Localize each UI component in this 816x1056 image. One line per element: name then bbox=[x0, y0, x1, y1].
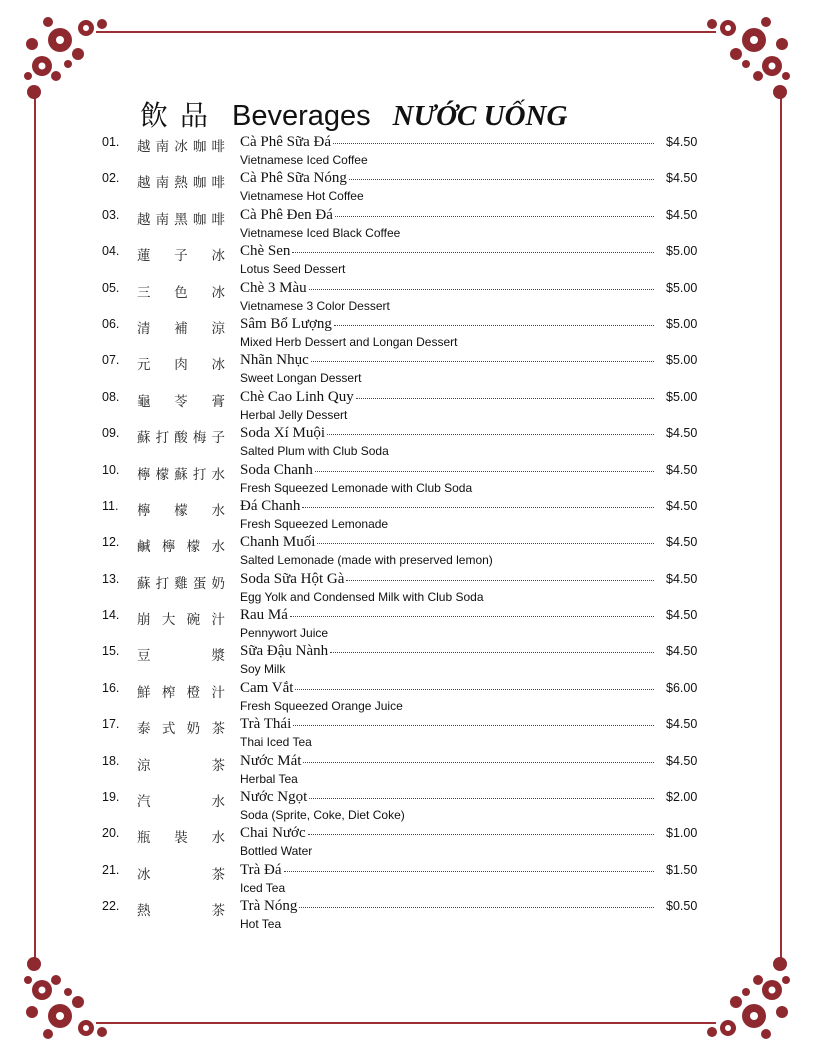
chinese-character: 裝 bbox=[174, 830, 188, 847]
menu-item bbox=[100, 243, 720, 279]
chinese-character: 龜 bbox=[137, 393, 151, 410]
item-name-line bbox=[240, 753, 654, 770]
chinese-character: 南 bbox=[155, 211, 170, 228]
item-name-line bbox=[240, 389, 654, 406]
chinese-character: 咖 bbox=[192, 139, 207, 155]
chinese-character: 南 bbox=[155, 175, 170, 192]
chinese-character: 涼 bbox=[211, 320, 225, 337]
menu-item bbox=[100, 134, 720, 170]
chinese-character: 奶 bbox=[211, 575, 225, 592]
item-vietnamese-name: Cam Vắt bbox=[240, 679, 294, 696]
item-name-line bbox=[240, 862, 654, 879]
item-vietnamese-name: Chè Sen bbox=[240, 243, 291, 260]
menu-item bbox=[100, 280, 720, 316]
chinese-character: 碗 bbox=[186, 612, 201, 629]
chinese-character: 子 bbox=[211, 430, 225, 447]
dot-leader bbox=[284, 871, 654, 872]
dot-leader bbox=[349, 179, 654, 180]
item-vietnamese-name: Rau Má bbox=[240, 607, 288, 624]
chinese-character: 三 bbox=[137, 284, 151, 301]
item-number: 07. bbox=[102, 353, 120, 368]
item-number: 19. bbox=[102, 790, 120, 805]
item-vietnamese-name: Sữa Đậu Nành bbox=[240, 643, 329, 660]
dot-leader bbox=[334, 325, 654, 326]
item-price: $4.50 bbox=[666, 753, 698, 768]
item-english-name: Sweet Longan Dessert bbox=[240, 371, 362, 386]
floral-ornament-top-left-icon bbox=[20, 14, 112, 106]
item-chinese-name bbox=[137, 208, 225, 228]
menu-item bbox=[100, 425, 720, 461]
menu-item bbox=[100, 534, 720, 570]
item-price: $4.50 bbox=[666, 207, 698, 222]
item-chinese-name bbox=[137, 390, 225, 410]
dot-leader bbox=[308, 834, 654, 835]
chinese-character: 越 bbox=[137, 211, 151, 228]
item-english-name: Vietnamese Hot Coffee bbox=[240, 189, 364, 204]
item-vietnamese-name: Đá Chanh bbox=[240, 497, 301, 514]
item-vietnamese-name: Chè Cao Linh Quy bbox=[240, 388, 354, 405]
chinese-character: 汁 bbox=[211, 612, 225, 629]
chinese-character: 雞 bbox=[174, 575, 188, 592]
item-number: 12. bbox=[102, 535, 120, 550]
item-english-name: Salted Lemonade (made with preserved lemon) bbox=[240, 553, 493, 568]
item-number: 08. bbox=[102, 389, 120, 404]
item-number: 05. bbox=[102, 280, 120, 295]
item-vietnamese-name: Nước Ngọt bbox=[240, 789, 308, 806]
dot-leader bbox=[295, 689, 654, 690]
dot-leader bbox=[330, 652, 654, 653]
item-name-line bbox=[240, 316, 654, 333]
chinese-character: 膏 bbox=[211, 393, 225, 410]
item-number: 11. bbox=[102, 498, 119, 513]
item-chinese-name bbox=[137, 171, 225, 191]
chinese-character: 打 bbox=[155, 430, 170, 447]
item-name-line bbox=[240, 280, 654, 297]
item-chinese-name bbox=[137, 426, 225, 446]
item-price: $4.50 bbox=[666, 717, 698, 732]
chinese-character: 鹹 bbox=[137, 539, 151, 556]
item-vietnamese-name: Trà Thái bbox=[240, 716, 292, 733]
item-chinese-name bbox=[137, 135, 225, 155]
chinese-character: 鮮 bbox=[137, 684, 151, 701]
item-chinese-name bbox=[137, 463, 225, 483]
item-english-name: Lotus Seed Dessert bbox=[240, 262, 346, 277]
item-vietnamese-name: Soda Chanh bbox=[240, 461, 313, 478]
chinese-character: 咖 bbox=[192, 175, 207, 192]
beverage-list bbox=[100, 134, 720, 935]
border-bottom bbox=[96, 1022, 716, 1024]
dot-leader bbox=[302, 507, 654, 508]
chinese-character: 啡 bbox=[211, 211, 225, 228]
menu-item bbox=[100, 753, 720, 789]
item-english-name: Pennywort Juice bbox=[240, 626, 329, 641]
item-number: 22. bbox=[102, 899, 120, 914]
dot-leader bbox=[292, 252, 654, 253]
item-vietnamese-name: Chanh Muối bbox=[240, 534, 316, 551]
item-chinese-name bbox=[137, 244, 225, 264]
chinese-character: 瓶 bbox=[137, 830, 151, 847]
chinese-character: 蛋 bbox=[192, 575, 207, 592]
item-chinese-name bbox=[137, 899, 225, 919]
item-price: $4.50 bbox=[666, 608, 698, 623]
item-chinese-name bbox=[137, 608, 225, 628]
item-vietnamese-name: Sâm Bổ Lượng bbox=[240, 315, 332, 332]
chinese-character: 茶 bbox=[211, 721, 225, 738]
chinese-character: 茶 bbox=[211, 866, 225, 883]
item-number: 13. bbox=[102, 571, 120, 586]
item-english-name: Herbal Tea bbox=[240, 771, 298, 786]
item-price: $4.50 bbox=[666, 498, 698, 513]
item-name-line bbox=[240, 571, 654, 588]
chinese-character: 奶 bbox=[186, 721, 201, 738]
item-vietnamese-name: Chè 3 Màu bbox=[240, 279, 307, 296]
item-chinese-name bbox=[137, 826, 225, 846]
menu-item bbox=[100, 898, 720, 934]
chinese-character: 冰 bbox=[137, 866, 151, 883]
item-price: $0.50 bbox=[666, 899, 698, 914]
chinese-character: 黑 bbox=[174, 211, 188, 228]
menu-item bbox=[100, 825, 720, 861]
item-price: $2.00 bbox=[666, 790, 698, 805]
item-name-line bbox=[240, 207, 654, 224]
chinese-character: 梅 bbox=[192, 430, 207, 447]
chinese-character: 水 bbox=[211, 539, 225, 556]
item-english-name: Herbal Jelly Dessert bbox=[240, 407, 348, 422]
chinese-character: 冰 bbox=[211, 248, 225, 265]
menu-item bbox=[100, 316, 720, 352]
item-name-line bbox=[240, 352, 654, 369]
menu-item bbox=[100, 389, 720, 425]
item-number: 03. bbox=[102, 207, 120, 222]
chinese-character: 啡 bbox=[211, 139, 225, 155]
item-name-line bbox=[240, 716, 654, 733]
item-english-name: Hot Tea bbox=[240, 917, 282, 932]
item-vietnamese-name: Soda Xí Muội bbox=[240, 425, 326, 442]
chinese-character: 汽 bbox=[137, 794, 151, 811]
item-english-name: Vietnamese 3 Color Dessert bbox=[240, 298, 390, 313]
chinese-character: 越 bbox=[137, 139, 151, 155]
dot-leader bbox=[293, 725, 654, 726]
chinese-character: 子 bbox=[174, 248, 188, 265]
item-price: $1.00 bbox=[666, 826, 698, 841]
border-top bbox=[96, 31, 716, 33]
chinese-character: 檸 bbox=[161, 539, 176, 556]
menu-item bbox=[100, 643, 720, 679]
item-price: $5.00 bbox=[666, 316, 698, 331]
menu-item bbox=[100, 607, 720, 643]
border-right bbox=[780, 96, 782, 960]
chinese-character: 打 bbox=[155, 575, 170, 592]
item-name-line bbox=[240, 898, 654, 915]
dot-leader bbox=[309, 798, 654, 799]
item-vietnamese-name: Trà Đá bbox=[240, 861, 282, 878]
chinese-character: 清 bbox=[137, 320, 151, 337]
menu-item bbox=[100, 462, 720, 498]
item-price: $6.00 bbox=[666, 680, 698, 695]
item-chinese-name bbox=[137, 644, 225, 664]
chinese-character: 式 bbox=[161, 721, 176, 738]
item-vietnamese-name: Trà Nóng bbox=[240, 898, 298, 915]
item-english-name: Bottled Water bbox=[240, 844, 313, 859]
chinese-character: 茶 bbox=[211, 757, 225, 774]
item-number: 09. bbox=[102, 426, 120, 441]
chinese-character: 檬 bbox=[155, 466, 170, 483]
item-number: 18. bbox=[102, 753, 120, 768]
chinese-character: 啡 bbox=[211, 175, 225, 192]
chinese-character: 水 bbox=[211, 830, 225, 847]
item-price: $4.50 bbox=[666, 426, 698, 441]
item-price: $4.50 bbox=[666, 171, 698, 186]
item-chinese-name bbox=[137, 535, 225, 555]
chinese-character: 榨 bbox=[161, 684, 176, 701]
item-chinese-name bbox=[137, 281, 225, 301]
item-price: $5.00 bbox=[666, 389, 698, 404]
chinese-character: 檬 bbox=[186, 539, 201, 556]
chinese-character: 涼 bbox=[137, 757, 151, 774]
title-english: Beverages bbox=[232, 100, 371, 132]
chinese-character: 打 bbox=[192, 466, 207, 483]
item-name-line bbox=[240, 134, 654, 151]
item-name-line bbox=[240, 680, 654, 697]
menu-item bbox=[100, 862, 720, 898]
chinese-character: 水 bbox=[211, 502, 225, 519]
chinese-character: 大 bbox=[161, 612, 176, 629]
chinese-character: 冰 bbox=[174, 139, 188, 155]
chinese-character: 檸 bbox=[137, 502, 151, 519]
border-left bbox=[34, 96, 36, 960]
item-english-name: Egg Yolk and Condensed Milk with Club Soda bbox=[240, 589, 484, 604]
page-title bbox=[140, 94, 567, 134]
item-price: $4.50 bbox=[666, 644, 698, 659]
menu-item bbox=[100, 789, 720, 825]
dot-leader bbox=[346, 580, 654, 581]
item-price: $5.00 bbox=[666, 244, 698, 259]
item-chinese-name bbox=[137, 790, 225, 810]
item-number: 10. bbox=[102, 462, 120, 477]
chinese-character: 酸 bbox=[174, 430, 188, 447]
chinese-character: 冰 bbox=[211, 357, 225, 374]
item-chinese-name bbox=[137, 353, 225, 373]
dot-leader bbox=[311, 361, 654, 362]
chinese-character: 南 bbox=[155, 139, 170, 155]
chinese-character: 元 bbox=[137, 357, 151, 374]
chinese-character: 熱 bbox=[174, 175, 188, 192]
chinese-character: 崩 bbox=[137, 612, 151, 629]
dot-leader bbox=[317, 543, 654, 544]
item-number: 02. bbox=[102, 171, 120, 186]
item-price: $4.50 bbox=[666, 462, 698, 477]
item-number: 06. bbox=[102, 316, 120, 331]
chinese-character: 檸 bbox=[137, 466, 151, 483]
chinese-character: 豆 bbox=[137, 648, 151, 665]
item-vietnamese-name: Cà Phê Đen Đá bbox=[240, 206, 333, 223]
dot-leader bbox=[303, 762, 654, 763]
chinese-character: 汁 bbox=[211, 684, 225, 701]
dot-leader bbox=[290, 616, 654, 617]
chinese-character: 肉 bbox=[174, 357, 188, 374]
item-number: 20. bbox=[102, 826, 120, 841]
item-name-line bbox=[240, 462, 654, 479]
item-chinese-name bbox=[137, 863, 225, 883]
item-name-line bbox=[240, 243, 654, 260]
item-number: 17. bbox=[102, 717, 120, 732]
chinese-character: 熱 bbox=[137, 903, 151, 920]
chinese-character: 補 bbox=[174, 320, 188, 337]
menu-item bbox=[100, 170, 720, 206]
item-vietnamese-name: Soda Sữa Hột Gà bbox=[240, 570, 345, 587]
item-vietnamese-name: Nước Mát bbox=[240, 752, 302, 769]
item-name-line bbox=[240, 825, 654, 842]
chinese-character: 蘇 bbox=[174, 466, 188, 483]
menu-item bbox=[100, 716, 720, 752]
item-english-name: Fresh Squeezed Lemonade with Club Soda bbox=[240, 480, 473, 495]
item-chinese-name bbox=[137, 681, 225, 701]
chinese-character: 色 bbox=[174, 284, 188, 301]
menu-item bbox=[100, 680, 720, 716]
dot-leader bbox=[335, 216, 654, 217]
item-english-name: Vietnamese Iced Black Coffee bbox=[240, 225, 401, 240]
chinese-character: 蘇 bbox=[137, 575, 151, 592]
item-number: 16. bbox=[102, 680, 120, 695]
item-chinese-name bbox=[137, 499, 225, 519]
item-price: $4.50 bbox=[666, 135, 698, 149]
chinese-character: 茶 bbox=[211, 903, 225, 920]
item-english-name: Thai Iced Tea bbox=[240, 735, 312, 750]
chinese-character: 苓 bbox=[174, 393, 188, 410]
chinese-character: 蘇 bbox=[137, 430, 151, 447]
item-name-line bbox=[240, 498, 654, 515]
item-number: 21. bbox=[102, 862, 120, 877]
menu-item bbox=[100, 571, 720, 607]
item-number: 14. bbox=[102, 608, 120, 623]
item-english-name: Mixed Herb Dessert and Longan Dessert bbox=[240, 334, 458, 349]
chinese-character: 水 bbox=[211, 466, 225, 483]
dot-leader bbox=[299, 907, 654, 908]
item-chinese-name bbox=[137, 572, 225, 592]
floral-ornament-bottom-left-icon bbox=[20, 950, 112, 1042]
item-price: $1.50 bbox=[666, 862, 698, 877]
item-price: $5.00 bbox=[666, 353, 698, 368]
item-name-line bbox=[240, 534, 654, 551]
chinese-character: 蓮 bbox=[137, 248, 151, 265]
item-name-line bbox=[240, 170, 654, 187]
chinese-character: 咖 bbox=[192, 211, 207, 228]
item-vietnamese-name: Cà Phê Sữa Đá bbox=[240, 134, 332, 150]
dot-leader bbox=[333, 143, 654, 144]
title-vietnamese: NƯỚC UỐNG bbox=[392, 100, 568, 132]
item-english-name: Vietnamese Iced Coffee bbox=[240, 153, 368, 167]
chinese-character: 檬 bbox=[174, 502, 188, 519]
item-name-line bbox=[240, 425, 654, 442]
item-chinese-name bbox=[137, 317, 225, 337]
item-price: $4.50 bbox=[666, 571, 698, 586]
menu-item bbox=[100, 207, 720, 243]
item-number: 01. bbox=[102, 135, 120, 149]
dot-leader bbox=[309, 289, 654, 290]
item-number: 04. bbox=[102, 244, 120, 259]
chinese-character: 越 bbox=[137, 175, 151, 192]
floral-ornament-bottom-right-icon bbox=[702, 950, 794, 1042]
chinese-character: 冰 bbox=[211, 284, 225, 301]
item-vietnamese-name: Cà Phê Sữa Nóng bbox=[240, 170, 347, 187]
item-price: $4.50 bbox=[666, 535, 698, 550]
chinese-character: 泰 bbox=[137, 721, 151, 738]
item-name-line bbox=[240, 643, 654, 660]
menu-item bbox=[100, 498, 720, 534]
item-chinese-name bbox=[137, 717, 225, 737]
item-number: 15. bbox=[102, 644, 120, 659]
item-english-name: Iced Tea bbox=[240, 880, 286, 895]
chinese-character: 漿 bbox=[211, 648, 225, 665]
item-vietnamese-name: Nhãn Nhục bbox=[240, 352, 309, 369]
item-english-name: Soy Milk bbox=[240, 662, 286, 677]
dot-leader bbox=[356, 398, 654, 399]
item-vietnamese-name: Chai Nước bbox=[240, 825, 306, 842]
item-name-line bbox=[240, 607, 654, 624]
dot-leader bbox=[327, 434, 654, 435]
floral-ornament-top-right-icon bbox=[702, 14, 794, 106]
item-english-name: Fresh Squeezed Lemonade bbox=[240, 516, 389, 531]
item-name-line bbox=[240, 789, 654, 806]
item-english-name: Soda (Sprite, Coke, Diet Coke) bbox=[240, 808, 405, 823]
dot-leader bbox=[315, 471, 654, 472]
item-english-name: Fresh Squeezed Orange Juice bbox=[240, 698, 403, 713]
chinese-character: 橙 bbox=[186, 684, 201, 701]
item-chinese-name bbox=[137, 754, 225, 774]
chinese-character: 水 bbox=[211, 794, 225, 811]
item-price: $5.00 bbox=[666, 280, 698, 295]
menu-item bbox=[100, 352, 720, 388]
title-chinese: 飲品 bbox=[140, 99, 221, 132]
item-english-name: Salted Plum with Club Soda bbox=[240, 444, 389, 459]
